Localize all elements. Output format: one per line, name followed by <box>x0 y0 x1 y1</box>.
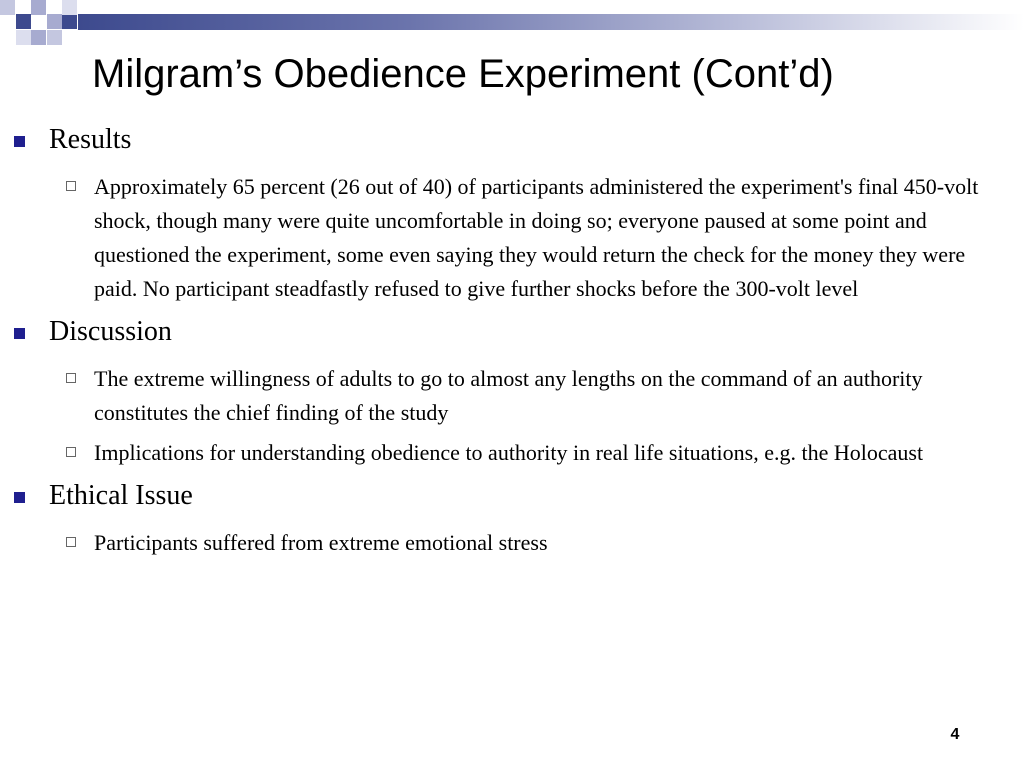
decor-square <box>31 30 46 45</box>
section-heading: Results <box>49 124 132 155</box>
bullet-level-2 <box>0 362 1024 430</box>
filled-square-bullet-icon <box>14 492 25 503</box>
decor-square <box>62 14 77 29</box>
hollow-square-bullet-icon <box>66 181 76 191</box>
decor-square <box>0 0 15 15</box>
page-number: 4 <box>950 726 960 743</box>
bullet-text: Approximately 65 percent (26 out of 40) of participants administered the experiment's final 450-volt shock, though many were quite uncomfortable in doing so; everyone paused at some point and questioned the experiment, some even saying they would return the check for the money they were paid. No participant steadfastly refused to give further shocks before the 300-volt level <box>94 174 979 301</box>
section-heading: Ethical Issue <box>49 480 193 511</box>
title-bar-gradient <box>78 14 1024 30</box>
hollow-square-bullet-icon <box>66 373 76 383</box>
section-heading: Discussion <box>49 316 172 347</box>
decor-square <box>47 30 62 45</box>
decor-square <box>62 0 77 15</box>
bullet-level-2 <box>0 170 1024 306</box>
hollow-square-bullet-icon <box>66 447 76 457</box>
decor-square <box>16 30 31 45</box>
bullet-level-1 <box>0 476 1024 516</box>
slide-title: Milgram’s Obedience Experiment (Cont’d) <box>92 52 834 96</box>
bullet-text: Participants suffered from extreme emotional stress <box>94 530 548 555</box>
hollow-square-bullet-icon <box>66 537 76 547</box>
bullet-text: The extreme willingness of adults to go to almost any lengths on the command of an authority constitutes the chief finding of the study <box>94 366 923 425</box>
bullet-level-2 <box>0 526 1024 560</box>
slide-body <box>0 120 1024 566</box>
bullet-level-1 <box>0 312 1024 352</box>
bullet-text: Implications for understanding obedience to authority in real life situations, e.g. the Holocaust <box>94 440 924 465</box>
decor-square <box>31 0 46 15</box>
bullet-level-2 <box>0 436 1024 470</box>
decor-square <box>47 14 62 29</box>
filled-square-bullet-icon <box>14 328 25 339</box>
decor-square <box>16 14 31 29</box>
bullet-level-1 <box>0 120 1024 160</box>
filled-square-bullet-icon <box>14 136 25 147</box>
